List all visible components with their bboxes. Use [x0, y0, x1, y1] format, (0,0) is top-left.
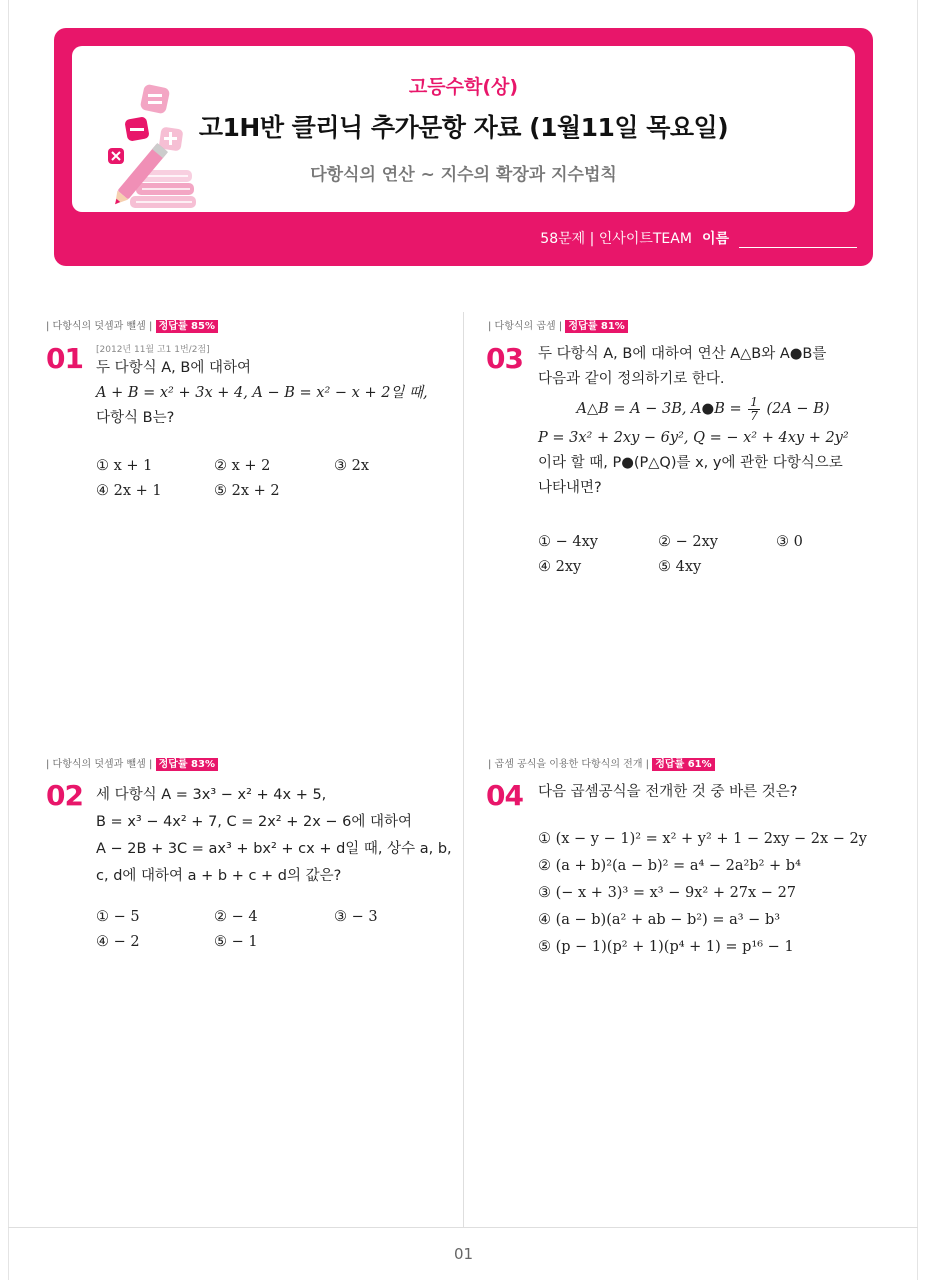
q01-choice-2[interactable]: ② x + 2: [214, 458, 271, 474]
q02-rate-badge: 정답률 83%: [156, 758, 218, 771]
q03-formula-right: (2A − B): [766, 401, 830, 417]
q02-choice-2[interactable]: ② − 4: [214, 909, 258, 925]
q03-choice-2[interactable]: ② − 2xy: [658, 534, 718, 550]
footer-divider: [8, 1227, 918, 1228]
subject-title: 고등수학(상): [408, 76, 519, 98]
q03-choice-1[interactable]: ① − 4xy: [538, 534, 598, 550]
q01-choices: [96, 458, 436, 518]
q04-number: 04: [486, 779, 523, 812]
name-input-line[interactable]: [739, 233, 857, 248]
q01-source: [2012년 11월 고1 1번/2점]: [96, 345, 210, 355]
q01-choice-3[interactable]: ③ 2x: [334, 458, 370, 474]
q03-choice-3[interactable]: ③ 0: [776, 534, 803, 550]
header-meta: [540, 228, 857, 248]
q01-rate-badge: 정답률 85%: [156, 320, 218, 333]
header-inner-card: [72, 46, 855, 212]
q02-category-tag: [46, 755, 218, 770]
q03-line-3: P = 3x² + 2xy − 6y², Q = − x² + 4xy + 2y²: [538, 430, 849, 446]
q02-line-2: B = x³ − 4x² + 7, C = 2x² + 2x − 6에 대하여: [96, 814, 413, 830]
problem-count: 58문제: [540, 231, 586, 247]
q04-rate-badge: 정답률 61%: [652, 758, 714, 771]
q04-choice-1[interactable]: ① (x − y − 1)² = x² + y² + 1 − 2xy − 2x − 2y: [538, 831, 867, 847]
q03-line-4: 이라 할 때, P●(P△Q)를 x, y에 관한 다항식으로: [538, 455, 843, 471]
q03-choice-4[interactable]: ④ 2xy: [538, 559, 582, 575]
header-banner: [54, 28, 873, 266]
q02-choice-1[interactable]: ① − 5: [96, 909, 140, 925]
q01-choice-5[interactable]: ⑤ 2x + 2: [214, 483, 280, 499]
q02-body: [96, 782, 452, 890]
q03-body: [538, 342, 868, 501]
q03-line-1: 두 다항식 A, B에 대하여 연산 A△B와 A●B를: [538, 346, 827, 362]
q04-category-tag: [488, 755, 715, 770]
q03-line-5: 나타내면?: [538, 480, 602, 496]
q01-line-2: A + B = x² + 3x + 4, A − B = x² − x + 2일 때,: [96, 385, 428, 401]
q01-body: [96, 344, 428, 431]
q01-number: 01: [46, 342, 83, 375]
q02-choice-4[interactable]: ④ − 2: [96, 934, 140, 950]
q03-formula: [538, 392, 868, 426]
q04-choices: [538, 826, 878, 961]
q03-choices: [538, 534, 868, 594]
q04-choice-4[interactable]: ④ (a − b)(a² + ab − b²) = a³ − b³: [538, 912, 781, 928]
q02-choices: [96, 909, 436, 969]
q03-category-tag: [488, 317, 628, 332]
q03-rate-badge: 정답률 81%: [565, 320, 627, 333]
q01-choice-4[interactable]: ④ 2x + 1: [96, 483, 162, 499]
q02-line-1: 세 다항식 A = 3x³ − x² + 4x + 5,: [96, 787, 327, 803]
q02-choice-5[interactable]: ⑤ − 1: [214, 934, 258, 950]
q01-category-tag: [46, 317, 218, 332]
q01-choice-1[interactable]: ① x + 1: [96, 458, 153, 474]
q02-choice-3[interactable]: ③ − 3: [334, 909, 378, 925]
q01-line-3: 다항식 B는?: [96, 410, 175, 426]
q01-category: | 다항식의 덧셈과 뺄셈 |: [46, 321, 153, 332]
page-subtitle: 다항식의 연산 ~ 지수의 확장과 지수법칙: [310, 165, 617, 185]
q03-choice-5[interactable]: ⑤ 4xy: [658, 559, 702, 575]
q03-fraction-den: 7: [750, 408, 758, 423]
q03-formula-left: A△B = A − 3B, A●B =: [576, 401, 742, 417]
q04-choice-3[interactable]: ③ (− x + 3)³ = x³ − 9x² + 27x − 27: [538, 885, 797, 901]
meta-info: 58문제 | 인사이트TEAM: [540, 231, 692, 247]
column-divider: [463, 312, 464, 1227]
q04-body: [538, 780, 797, 805]
q02-category: | 다항식의 덧셈과 뺄셈 |: [46, 759, 153, 770]
q04-line-1: 다음 곱셈공식을 전개한 것 중 바른 것은?: [538, 784, 798, 800]
q03-line-2: 다음과 같이 정의하기로 한다.: [538, 371, 725, 387]
q04-choice-5[interactable]: ⑤ (p − 1)(p² + 1)(p⁴ + 1) = p¹⁶ − 1: [538, 939, 794, 955]
q01-line-1: 두 다항식 A, B에 대하여: [96, 360, 251, 376]
q04-choice-2[interactable]: ② (a + b)²(a − b)² = a⁴ − 2a²b² + b⁴: [538, 858, 801, 874]
q02-line-3: A − 2B + 3C = ax³ + bx² + cx + d일 때, 상수 a, b,: [96, 841, 452, 857]
q03-number: 03: [486, 342, 523, 375]
name-label: 이름: [701, 231, 729, 247]
q03-fraction-num: 1: [750, 394, 758, 409]
page-number: 01: [453, 1245, 474, 1263]
team-name: 인사이트TEAM: [598, 231, 692, 247]
q03-fraction: [748, 396, 760, 423]
q02-line-4: c, d에 대하여 a + b + c + d의 값은?: [96, 868, 342, 884]
q04-category: | 곱셈 공식을 이용한 다항식의 전개 |: [488, 759, 650, 770]
q03-category: | 다항식의 곱셈 |: [488, 321, 563, 332]
q02-number: 02: [46, 779, 83, 812]
page-title: 고1H반 클리닉 추가문항 자료 (1월11일 목요일): [198, 113, 729, 142]
